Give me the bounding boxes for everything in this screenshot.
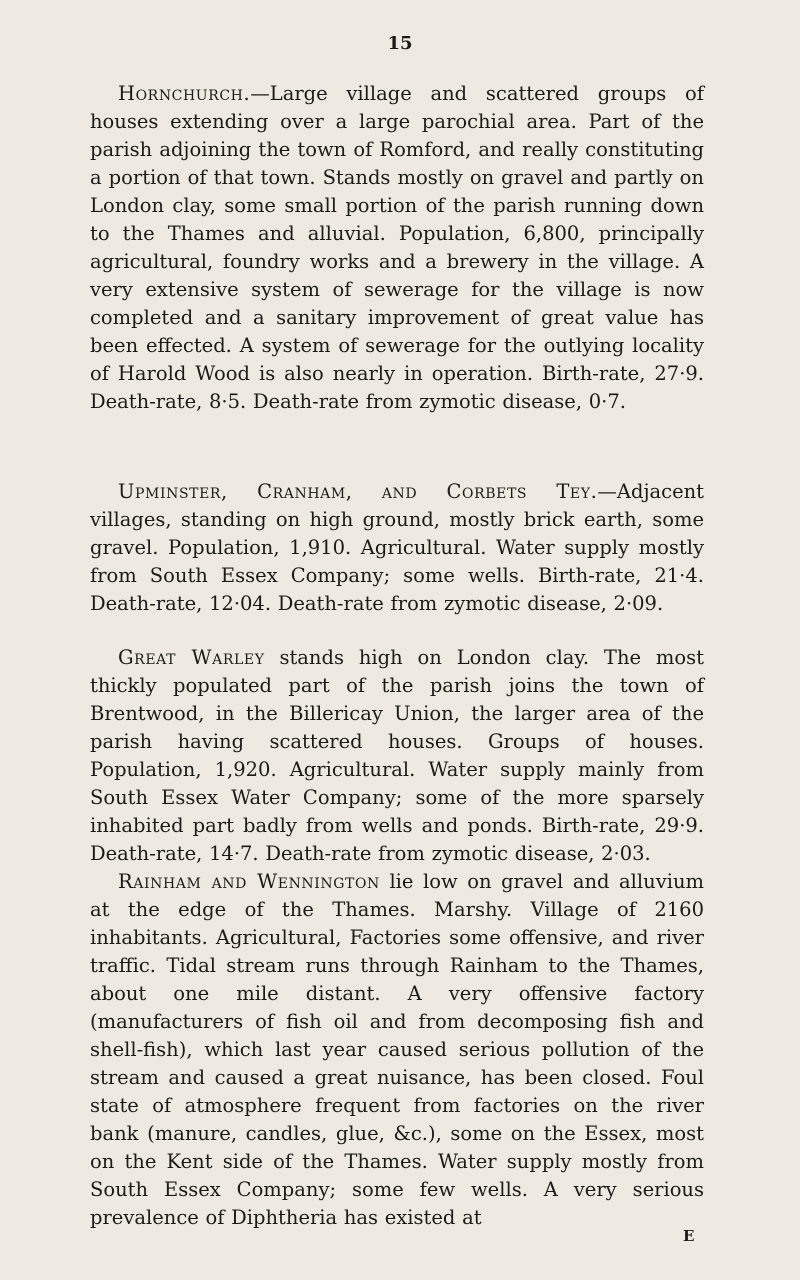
signature-mark: E: [683, 1227, 695, 1245]
paragraph-hornchurch: [90, 80, 704, 416]
paragraph-body: —Adjacent villages, standing on high ground, mostly brick earth, some gravel. Population, 1,910. Agricultural. Water supply mostly from South Essex Company; some wells. Birth-rate, 21·4. Death-rate, 12·04. Death-rate from zymotic disease, 2·09.: [90, 480, 704, 615]
paragraph-body: —Large village and scattered groups of houses extending over a large parochial area. Part of the parish adjoining the town of Romford, and really constituting a portion of that town. Stands mostly on gravel and partly on London clay, some small portion of the parish running down to the Thames and alluvial. Population, 6,800, principally agricultural, foundry works and a brewery in the village. A very extensive system of sewerage for the village is now completed and a sanitary improvement of great value has been effected. A system of sewerage for the outlying locality of Harold Wood is also nearly in operation. Birth-rate, 27·9. Death-rate, 8·5. Death-rate from zymotic disease, 0·7.: [90, 82, 704, 413]
paragraph-upminster: [90, 478, 704, 618]
paragraph-heading: Hornchurch.: [118, 82, 251, 105]
paragraph-heading: Great Warley: [118, 646, 265, 669]
page-number: 15: [387, 33, 413, 54]
paragraph-great-warley: [90, 644, 704, 868]
paragraph-rainham: [90, 868, 704, 1232]
paragraph-body: stands high on London clay. The most thickly populated part of the parish joins the town of Brentwood, in the Billericay Union, the larger area of the parish having scattered houses. Groups of houses. Population, 1,920. Agricultural. Water supply mainly from South Essex Water Company; some of the more sparsely inhabited part badly from wells and ponds. Birth-rate, 29·9. Death-rate, 14·7. Death-rate from zymotic disease, 2·03.: [90, 646, 704, 865]
paragraph-body: lie low on gravel and alluvium at the edge of the Thames. Marshy. Village of 2160 inhabitants. Agricultural, Factories some offensive, and river traffic. Tidal stream runs through Rainham to the Thames, about one mile distant. A very offensive factory (manufacturers of fish oil and from decomposing fish and shell-fish), which last year caused serious pollution of the stream and caused a great nuisance, has been closed. Foul state of atmosphere frequent from factories on the river bank (manure, candles, glue, &c.), some on the Essex, most on the Kent side of the Thames. Water supply mostly from South Essex Company; some few wells. A very serious prevalence of Diphtheria has existed at: [90, 870, 705, 1229]
paragraph-heading: Upminster, Cranham, and Corbets Tey.: [118, 480, 598, 503]
paragraph-heading: Rainham and Wennington: [118, 870, 380, 893]
